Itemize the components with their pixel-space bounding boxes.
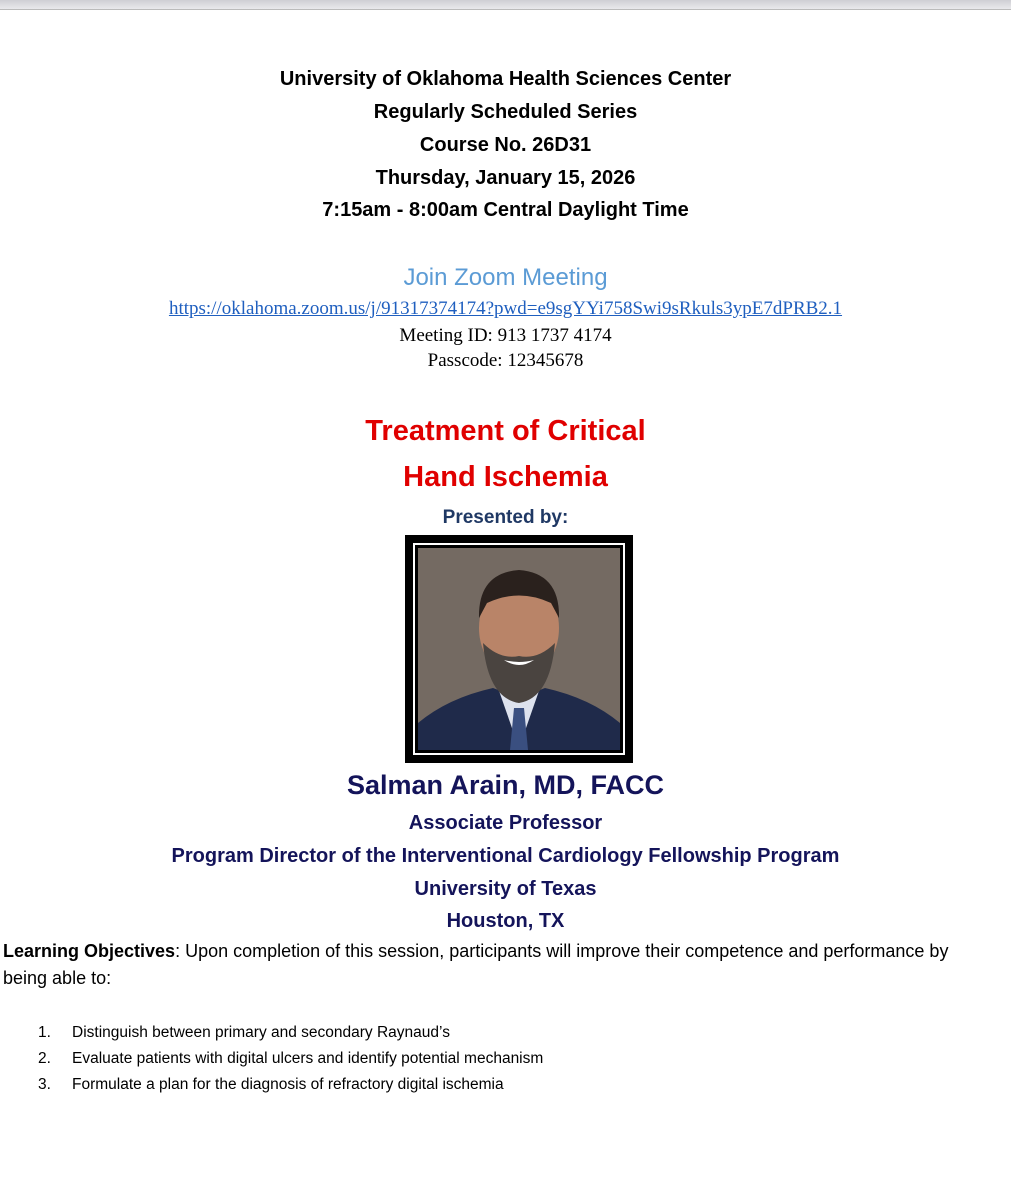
meeting-id: Meeting ID: 913 1737 4174 [399, 325, 612, 346]
speaker-role: Program Director of the Interventional Cardiology Fellowship Program [171, 845, 840, 867]
passcode: Passcode: 12345678 [427, 350, 584, 371]
zoom-link[interactable]: https://oklahoma.zoom.us/j/91317374174?pwd=e9sgYYi758Swi9sRkuls3ypE7dPRB2.1 [168, 298, 843, 319]
speaker-photo [418, 548, 620, 750]
header-date: Thursday, January 15, 2026 [375, 167, 636, 189]
header-time: 7:15am - 8:00am Central Daylight Time [322, 199, 689, 221]
objective-item [38, 1024, 450, 1042]
item-text: Evaluate patients with digital ulcers and identify potential mechanism [72, 1050, 544, 1067]
speaker-location: Houston, TX [446, 910, 565, 932]
speaker-photo-frame [405, 535, 633, 763]
talk-title-line2: Hand Ischemia [403, 461, 608, 493]
item-text: Formulate a plan for the diagnosis of refractory digital ischemia [72, 1076, 504, 1093]
zoom-heading: Join Zoom Meeting [403, 264, 608, 291]
item-number: 2. [38, 1050, 51, 1067]
objective-item [38, 1076, 504, 1094]
speaker-title: Associate Professor [408, 812, 603, 834]
item-text: Distinguish between primary and secondary Raynaud’s [72, 1024, 450, 1041]
speaker-institution: University of Texas [414, 878, 597, 900]
learning-objectives-label: Learning Objectives [3, 941, 176, 961]
talk-title-line1: Treatment of Critical [365, 415, 646, 447]
header-series: Regularly Scheduled Series [373, 101, 638, 123]
window-top-bar [0, 0, 1011, 10]
objective-item [38, 1050, 543, 1068]
speaker-name: Salman Arain, MD, FACC [346, 770, 665, 800]
header-institution: University of Oklahoma Health Sciences Center [279, 68, 732, 90]
item-number: 3. [38, 1076, 51, 1093]
item-number: 1. [38, 1024, 51, 1041]
learning-objectives-text: : Upon completion of this session, participants will improve their competence and performance by being able to: [3, 941, 949, 988]
header-course: Course No. 26D31 [419, 134, 592, 156]
learning-objectives-intro [3, 938, 993, 992]
presented-by: Presented by: [442, 507, 569, 528]
